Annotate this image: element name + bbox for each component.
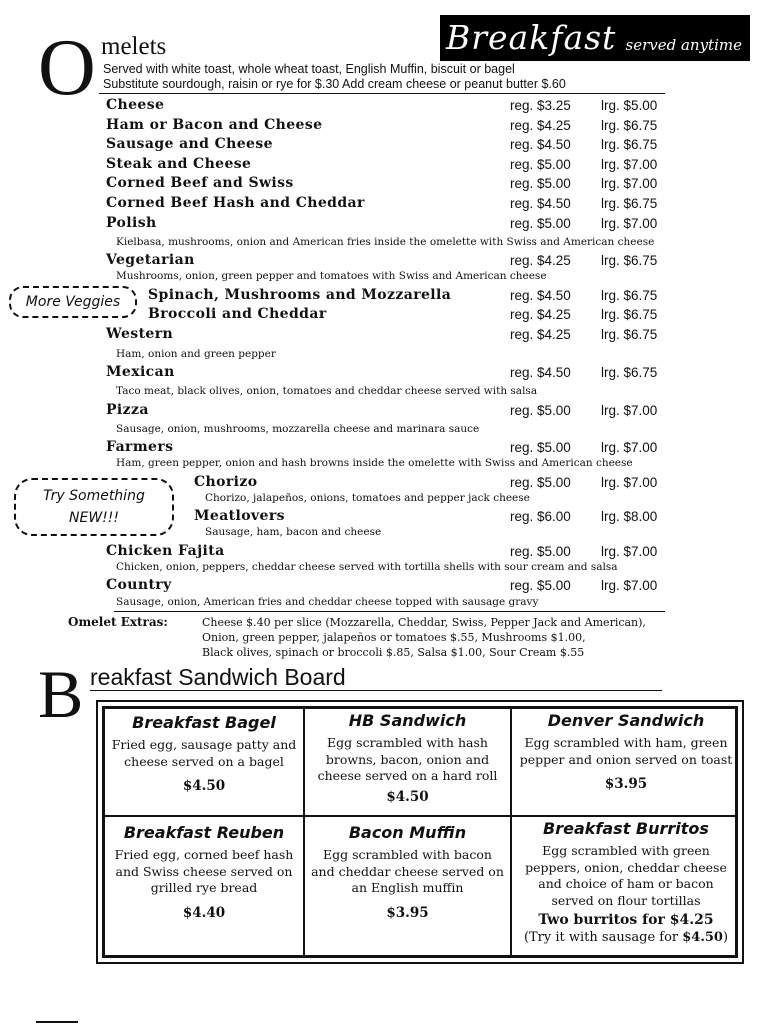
grid-divider [105,815,735,817]
cell-description: Egg scrambled with bacon and cheddar cheese served on an English muffin [311,847,504,895]
regular-price: reg. $4.25 [510,327,571,342]
omelet-description: Sausage, onion, American fries and cheddar cheese topped with sausage gravy [116,596,539,608]
omelet-name: Corned Beef Hash and Cheddar [106,195,365,211]
menu-cell-denver-sandwich [512,711,740,792]
omelet-name: Cheese [106,97,165,113]
omelet-name: Western [106,326,174,342]
omelet-name: Country [106,577,172,593]
regular-price: reg. $4.50 [510,196,571,211]
menu-cell-bacon-muffin [305,823,510,921]
large-price: lrg. $7.00 [601,578,658,593]
menu-cell-breakfast-burritos [512,819,740,945]
omelets-heading: melets [101,33,167,60]
cell-title: Breakfast Bagel [132,713,276,732]
banner-subtitle: served anytime [625,36,742,54]
omelet-name: Chorizo [194,474,258,490]
omelet-description: Ham, green pepper, onion and hash browns inside the omelette with Swiss and American cheese [116,457,633,469]
sandwich-board [96,700,744,964]
omelet-extras-label: Omelet Extras: [68,615,168,629]
large-price: lrg. $6.75 [601,196,658,211]
cell-description: Fried egg, sausage patty and cheese served on a bagel [111,737,297,769]
cell-note [518,930,734,945]
menu-cell-hb-sandwich [305,711,510,805]
cell-price: $4.50 [182,778,226,794]
omelet-name: Vegetarian [106,252,195,268]
omelet-description: Chorizo, jalapeños, onions, tomatoes and pepper jack cheese [205,492,530,504]
cell-price: Two burritos for $4.25 [538,912,714,928]
large-price: lrg. $6.75 [601,137,658,152]
divider-rule [90,690,662,691]
large-price: lrg. $6.75 [601,327,658,342]
sandwich-drop-cap: B [38,656,84,732]
large-price: lrg. $8.00 [601,509,658,524]
omelet-description: Sausage, ham, bacon and cheese [205,526,382,538]
regular-price: reg. $5.00 [510,440,571,455]
large-price: lrg. $6.75 [601,253,658,268]
banner-title: Breakfast [446,18,617,57]
cell-title: Breakfast Reuben [123,823,285,842]
omelet-description: Kielbasa, mushrooms, onion and American fries inside the omelette with Swiss and American cheese [116,236,655,248]
large-price: lrg. $7.00 [601,216,658,231]
large-price: lrg. $7.00 [601,544,658,559]
cell-title: HB Sandwich [348,711,467,730]
divider-rule [114,611,665,612]
regular-price: reg. $4.50 [510,365,571,380]
large-price: lrg. $7.00 [601,176,658,191]
badge-line: Try Something [43,488,145,504]
regular-price: reg. $5.00 [510,157,571,172]
large-price: lrg. $7.00 [601,157,658,172]
omelet-extras-line: Onion, green pepper, jalapeños or tomatoes $.55, Mushrooms $1.00, [202,631,586,644]
regular-price: reg. $4.50 [510,288,571,303]
regular-price: reg. $4.50 [510,137,571,152]
divider-rule [99,93,665,94]
cell-title: Denver Sandwich [547,711,705,730]
regular-price: reg. $5.00 [510,216,571,231]
large-price: lrg. $5.00 [601,98,658,113]
more-veggies-badge: More Veggies [9,286,137,318]
regular-price: reg. $6.00 [510,509,571,524]
page-corner-mark [36,1021,78,1023]
omelet-name: Spinach, Mushrooms and Mozzarella [148,287,452,303]
regular-price: reg. $5.00 [510,578,571,593]
note-price: $4.50 [682,930,723,945]
regular-price: reg. $4.25 [510,118,571,133]
badge-line: NEW!!! [69,510,119,526]
cell-description: Egg scrambled with ham, green pepper and onion served on toast [519,735,733,767]
omelet-name: Ham or Bacon and Cheese [106,117,323,133]
note-text: (Try it with sausage for [523,930,683,945]
omelets-drop-cap: O [38,24,96,112]
large-price: lrg. $7.00 [601,440,658,455]
omelet-name: Chicken Fajita [106,543,225,559]
omelet-name: Sausage and Cheese [106,136,273,152]
large-price: lrg. $6.75 [601,288,658,303]
cell-price: $3.95 [386,904,429,921]
large-price: lrg. $7.00 [601,403,658,418]
omelet-name: Corned Beef and Swiss [106,175,294,191]
omelet-description: Sausage, onion, mushrooms, mozzarella cheese and marinara sauce [116,423,480,435]
omelet-name: Polish [106,215,157,231]
omelet-name: Steak and Cheese [106,156,252,172]
regular-price: reg. $5.00 [510,403,571,418]
note-text: ) [722,930,729,945]
cell-price: $3.95 [604,776,648,792]
omelet-description: Chicken, onion, peppers, cheddar cheese served with tortilla shells with sour cream and salsa [116,561,618,573]
menu-cell-breakfast-reuben [105,823,303,921]
omelet-name: Broccoli and Cheddar [148,306,327,322]
cell-price: $4.50 [386,788,429,805]
large-price: lrg. $6.75 [601,365,658,380]
cell-title: Bacon Muffin [348,823,467,842]
omelet-name: Mexican [106,364,175,380]
large-price: lrg. $6.75 [601,118,658,133]
omelet-name: Farmers [106,439,174,455]
regular-price: reg. $4.25 [510,253,571,268]
cell-price: $4.40 [182,904,226,921]
omelet-name: Meatlovers [194,508,285,524]
sandwich-board-heading: reakfast Sandwich Board [90,664,346,690]
regular-price: reg. $4.25 [510,307,571,322]
regular-price: reg. $5.00 [510,475,571,490]
large-price: lrg. $7.00 [601,475,658,490]
breakfast-banner [440,15,750,61]
large-price: lrg. $6.75 [601,307,658,322]
omelet-description: Ham, onion and green pepper [116,348,276,360]
regular-price: reg. $5.00 [510,544,571,559]
regular-price: reg. $5.00 [510,176,571,191]
sandwich-board-grid [102,706,738,958]
omelet-extras-line: Cheese $.40 per slice (Mozzarella, Cheddar, Swiss, Pepper Jack and American), [202,616,646,629]
cell-description: Egg scrambled with hash browns, bacon, onion and cheese served on a hard roll [317,735,498,783]
menu-cell-breakfast-bagel [105,713,303,794]
omelet-extras-line: Black olives, spinach or broccoli $.85, Salsa $1.00, Sour Cream $.55 [202,646,585,659]
omelet-description: Taco meat, black olives, onion, tomatoes and cheddar cheese served with salsa [116,385,538,397]
regular-price: reg. $3.25 [510,98,571,113]
cell-description: Egg scrambled with green peppers, onion, cheddar cheese and choice of ham or bacon served on flour tortillas [525,843,727,908]
omelets-intro-line: Served with white toast, whole wheat toast, English Muffin, biscuit or bagel [103,62,515,76]
omelets-intro-line: Substitute sourdough, raisin or rye for $.30 Add cream cheese or peanut butter $.60 [103,77,566,91]
try-something-new-badge [14,478,174,536]
cell-title: Breakfast Burritos [543,819,709,838]
omelet-name: Pizza [106,402,149,418]
omelet-description: Mushrooms, onion, green pepper and tomatoes with Swiss and American cheese [116,270,547,282]
cell-description: Fried egg, corned beef hash and Swiss cheese served on grilled rye bread [114,847,294,895]
